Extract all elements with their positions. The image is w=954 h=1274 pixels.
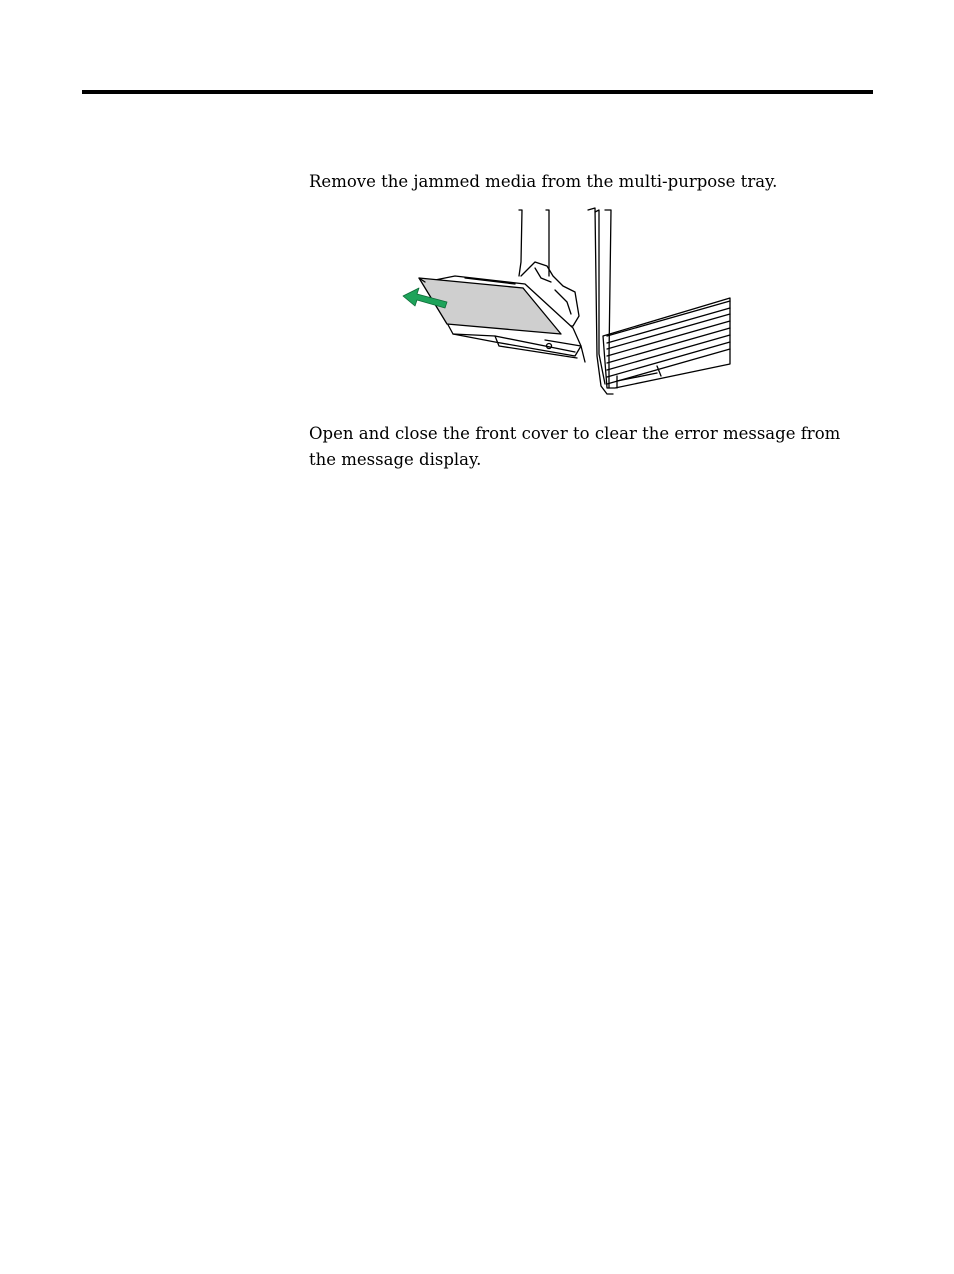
printer-tray-illustration [395, 206, 740, 401]
step-2-text: Open and close the front cover to clear the error message from the message display. [309, 424, 841, 469]
header-rule [82, 90, 873, 94]
step-1-text: Remove the jammed media from the multi-purpose tray. [309, 172, 778, 191]
printer-tray-svg [395, 206, 740, 401]
printer-front-face [603, 298, 730, 388]
